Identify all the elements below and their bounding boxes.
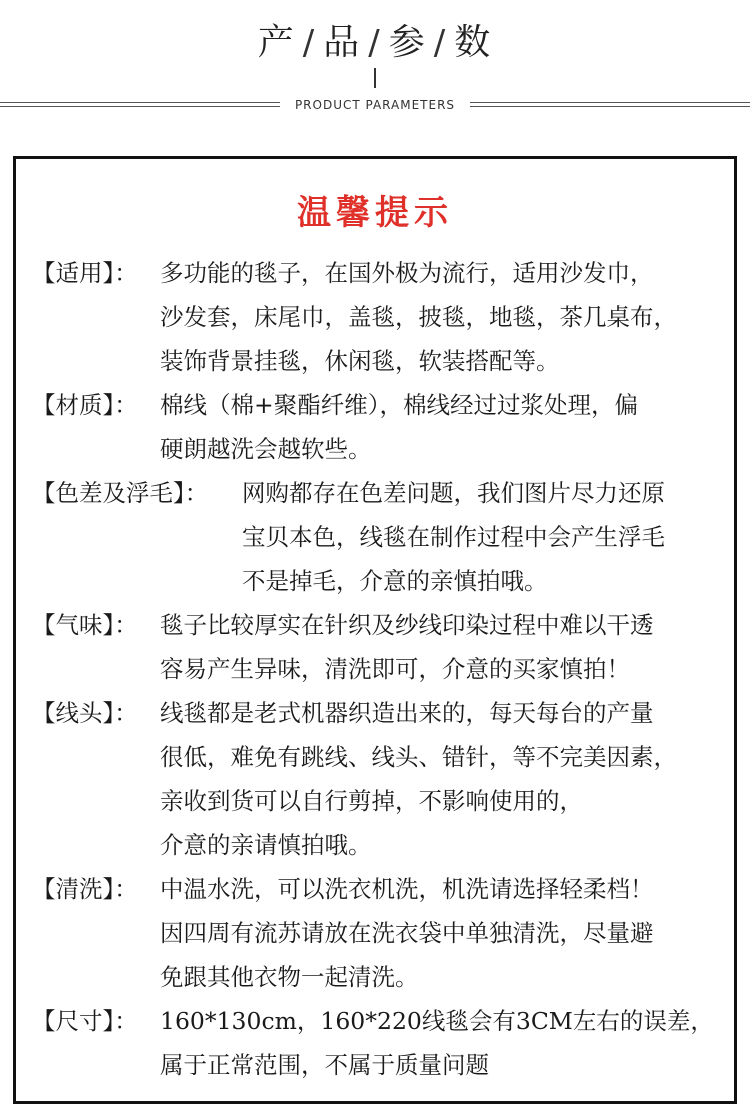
section-line: 多功能的毯子，在国外极为流行，适用沙发巾，	[160, 259, 654, 287]
title-separator: /	[433, 23, 448, 63]
title-char: 数	[454, 22, 493, 63]
title-tick-divider	[374, 68, 376, 88]
title-char: 参	[388, 22, 427, 63]
title-separator: /	[302, 23, 317, 63]
section-line: 容易产生异味，清洗即可，介意的买家慎拍！	[160, 655, 630, 683]
section-line: 宝贝本色，线毯在制作过程中会产生浮毛	[242, 523, 665, 551]
header-rule-left	[0, 102, 280, 107]
section-label: 【适用】：	[32, 259, 138, 287]
section-line: 属于正常范围，不属于质量问题	[160, 1051, 489, 1079]
section-line: 很低，难免有跳线、线头、错针，等不完美因素，	[160, 743, 677, 771]
title-char: 品	[323, 22, 362, 63]
section-line: 不是掉毛，介意的亲慎拍哦。	[242, 567, 548, 595]
section-line: 网购都存在色差问题，我们图片尽力还原	[242, 479, 665, 507]
section-line: 160*130cm，160*220线毯会有3CM左右的误差，	[160, 1007, 714, 1035]
title-separator: /	[368, 23, 382, 63]
section-line: 装饰背景挂毯，休闲毯，软装搭配等。	[160, 347, 560, 375]
section-line: 沙发套，床尾巾，盖毯，披毯，地毯，茶几桌布，	[160, 303, 677, 331]
section-label: 【清洗】：	[32, 875, 138, 903]
section-line: 因四周有流苏请放在洗衣袋中单独清洗，尽量避	[160, 919, 654, 947]
section-line: 棉线（棉+聚酯纤维），棉线经过过浆处理，偏	[160, 391, 638, 419]
section-line: 亲收到货可以自行剪掉，不影响使用的，	[160, 787, 583, 815]
section-line: 线毯都是老式机器织造出来的，每天每台的产量	[160, 699, 654, 727]
section-line: 介意的亲请慎拍哦。	[160, 831, 372, 859]
page-subtitle: PRODUCT PARAMETERS	[294, 98, 456, 112]
section-line: 硬朗越洗会越软些。	[160, 435, 372, 463]
section-label: 【气味】：	[32, 611, 138, 639]
section-label: 【线头】：	[32, 699, 138, 727]
section-label: 【材质】：	[32, 391, 138, 419]
section-label: 【色差及浮毛】：	[32, 479, 209, 507]
page-title	[0, 14, 750, 65]
section-line: 毯子比较厚实在针织及纱线印染过程中难以干透	[160, 611, 654, 639]
title-char: 产	[257, 22, 296, 63]
section-label: 【尺寸】：	[32, 1007, 138, 1035]
section-line: 中温水洗，可以洗衣机洗，机洗请选择轻柔档！	[160, 875, 654, 903]
notice-title: 温馨提示	[297, 193, 453, 233]
header-rule-right	[470, 102, 750, 107]
section-line: 免跟其他衣物一起清洗。	[160, 963, 419, 991]
notice-box	[13, 156, 737, 1104]
